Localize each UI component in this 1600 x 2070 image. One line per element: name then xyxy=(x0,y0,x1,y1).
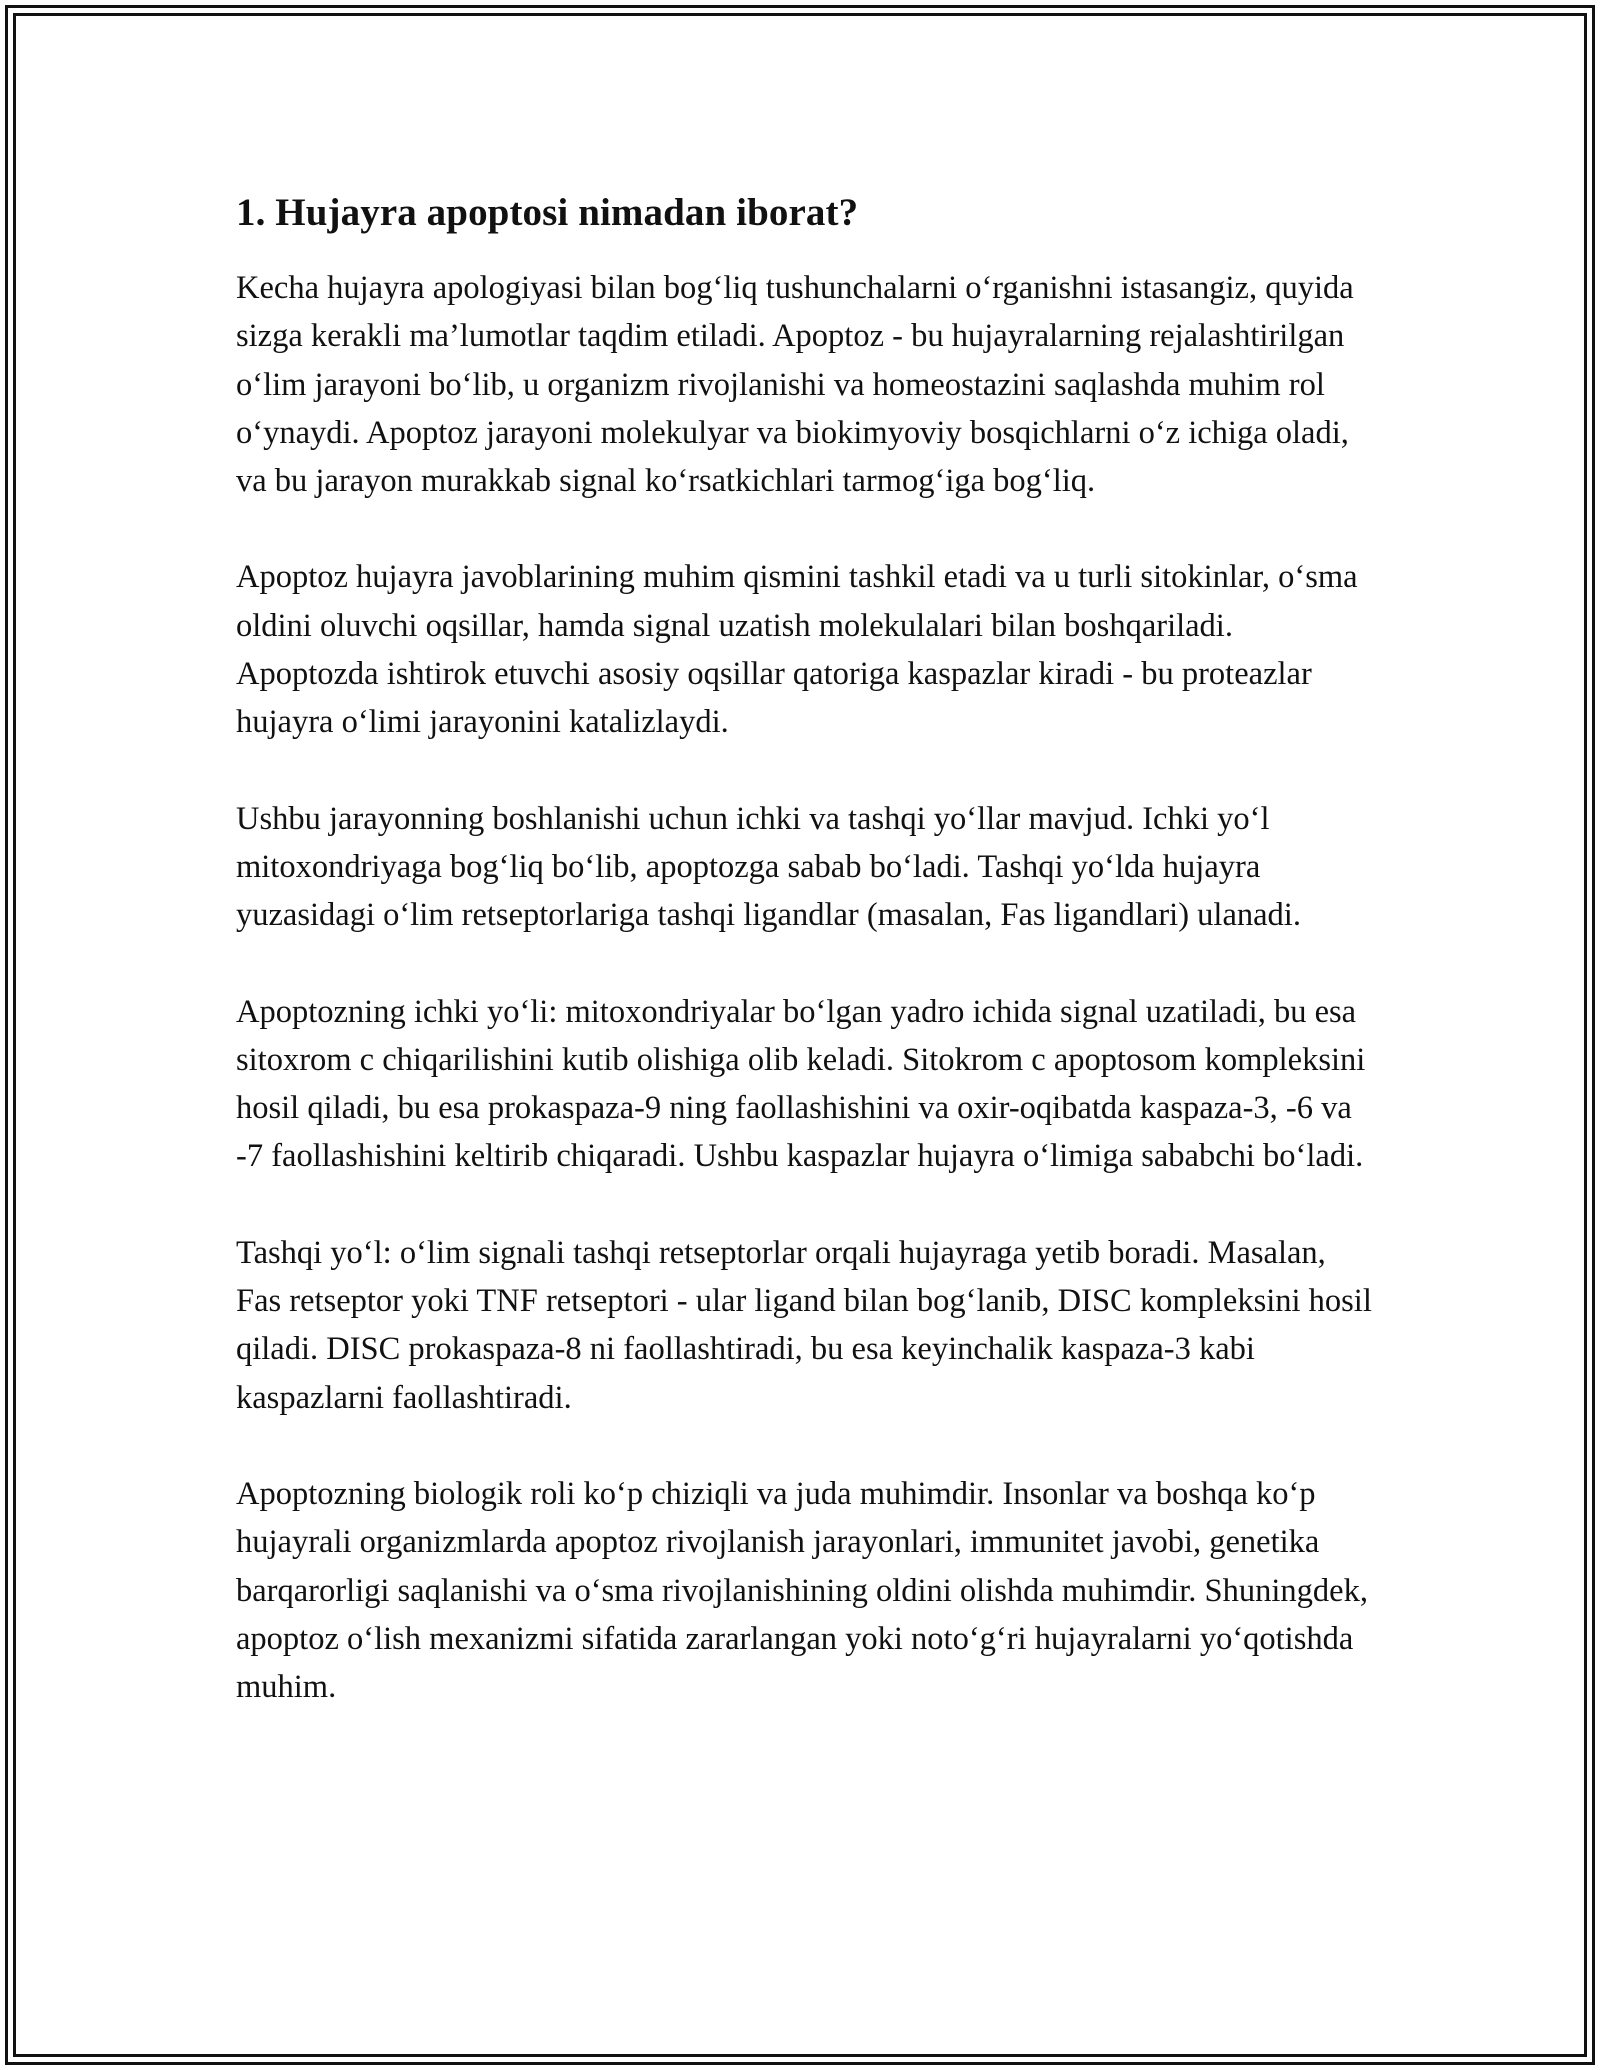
section-heading: 1. Hujayra apoptosi nimadan iborat? xyxy=(236,191,859,234)
paragraph-regulation: Apoptoz hujayra javoblarining muhim qismini tashkil etadi va u turli sitokinlar, o‘sma oldini oluvchi oqsillar, hamda signal uzatish molekulalari bilan boshqariladi. Apoptozda ishtirok etuvchi asosiy oqsillar qatoriga kaspazlar kiradi - bu proteazlar hujayra o‘limi jarayonini katalizlaydi. xyxy=(236,559,1358,741)
paragraph-pathways: Ushbu jarayonning boshlanishi uchun ichki va tashqi yo‘llar mavjud. Ichki yo‘l mitoxondriyaga bog‘liq bo‘lib, apoptozga sabab bo‘ladi. Tashqi yo‘lda hujayra yuzasidagi o‘lim retseptorlariga tashqi ligandlar (masalan, Fas ligandlari) ulanadi. xyxy=(236,800,1301,934)
paragraph-extrinsic-pathway: Tashqi yo‘l: o‘lim signali tashqi retseptorlar orqali hujayraga yetib boradi. Masalan, Fas retseptor yoki TNF retseptori - ular ligand bilan bog‘lanib, DISC kompleksini hosil qiladi. DISC prokaspaza-8 ni faollashtiradi, bu esa keyinchalik kaspaza-3 kabi kaspazlarni faollashtiradi. xyxy=(236,1234,1372,1416)
paragraph-intro: Kecha hujayra apologiyasi bilan bog‘liq tushunchalarni o‘rganishni istasangiz, quyida sizga kerakli ma’lumotlar taqdim etiladi. Apoptoz - bu hujayralarning rejalashtirilgan o‘lim jarayoni bo‘lib, u organizm rivojlanishi va homeostazini saqlashda muhim rol o‘ynaydi. Apoptoz jarayoni molekulyar va biokimyoviy bosqichlarni o‘z ichiga oladi, va bu jarayon murakkab signal ko‘rsatkichlari tarmog‘iga bog‘liq. xyxy=(236,270,1354,500)
paragraph-biological-role: Apoptozning biologik roli ko‘p chiziqli va juda muhimdir. Insonlar va boshqa ko‘p hujayrali organizmlarda apoptoz rivojlanish jarayonlari, immunitet javobi, genetika barqarorligi saqlanishi va o‘sma rivojlanishining oldini olishda muhimdir. Shuningdek, apoptoz o‘lish mexanizmi sifatida zararlangan yoki noto‘g‘ri hujayralarni yo‘qotishda muhim. xyxy=(236,1475,1368,1706)
paragraph-intrinsic-pathway: Apoptozning ichki yo‘li: mitoxondriyalar bo‘lgan yadro ichida signal uzatiladi, bu esa sitoxrom c chiqarilishini kutib olishiga olib keladi. Sitokrom c apoptosom kompleksini hosil qiladi, bu esa prokaspaza-9 ning faollashishini va oxir-oqibatda kaspaza-3, -6 va -7 faollashishini keltirib chiqaradi. Ushbu kaspazlar hujayra o‘limiga sababchi bo‘ladi. xyxy=(236,993,1366,1175)
document-body xyxy=(236,188,1376,1759)
